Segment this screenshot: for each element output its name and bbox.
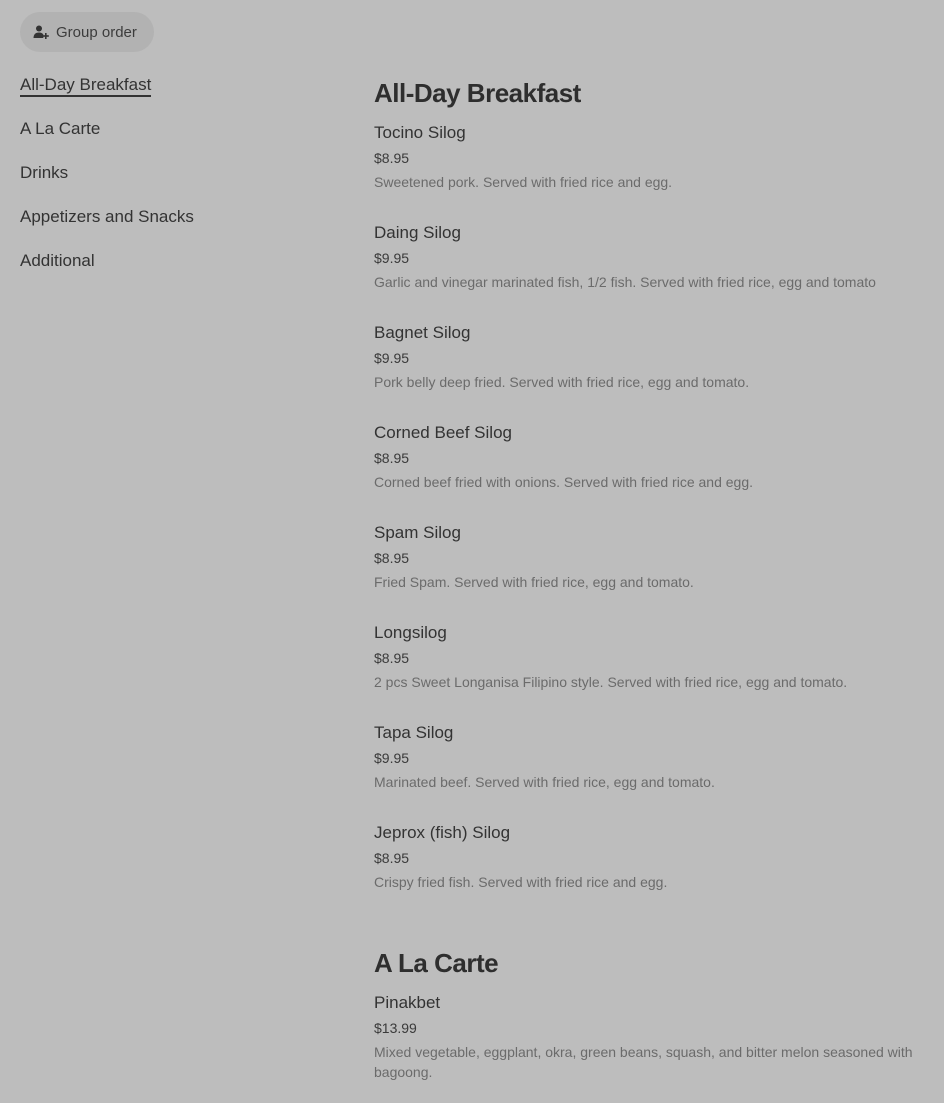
- menu-item-name: Pinakbet: [374, 993, 441, 1012]
- menu-item-description: Marinated beef. Served with fried rice, egg and tomato.: [374, 774, 715, 790]
- sidebar-item-label: Appetizers and Snacks: [20, 207, 194, 226]
- menu-item-name: Tapa Silog: [374, 723, 454, 742]
- menu-section-a-la-carte: [374, 944, 930, 1082]
- menu-item[interactable]: [374, 414, 930, 514]
- sidebar-item-all-day-breakfast[interactable]: [20, 72, 340, 116]
- sidebar-item-additional[interactable]: [20, 248, 340, 292]
- menu-item-description: 2 pcs Sweet Longanisa Filipino style. Served with fried rice, egg and tomato.: [374, 674, 848, 690]
- menu-item[interactable]: [374, 514, 930, 614]
- group-order-button[interactable]: [20, 12, 154, 52]
- sidebar-item-drinks[interactable]: [20, 160, 340, 204]
- sidebar-item-label: A La Carte: [20, 119, 101, 138]
- menu-item-name: Longsilog: [374, 623, 447, 642]
- menu-item-price: $8.95: [374, 550, 410, 566]
- menu-item-description: Sweetened pork. Served with fried rice and egg.: [374, 174, 673, 190]
- menu-item-description: Corned beef fried with onions. Served with fried rice and egg.: [374, 474, 753, 490]
- sidebar-item-label: Additional: [20, 251, 95, 270]
- menu-item[interactable]: [374, 114, 930, 214]
- menu-item-name: Jeprox (fish) Silog: [374, 823, 511, 842]
- section-title: All-Day Breakfast: [374, 78, 581, 108]
- sidebar-item-appetizers-and-snacks[interactable]: [20, 204, 340, 248]
- menu-item[interactable]: [374, 614, 930, 714]
- menu-item-price: $8.95: [374, 450, 410, 466]
- menu-item[interactable]: [374, 714, 930, 814]
- menu-item-price: $9.95: [374, 750, 410, 766]
- menu-item-price: $9.95: [374, 250, 410, 266]
- group-order-label: Group order: [56, 23, 137, 41]
- menu-item-description: Mixed vegetable, eggplant, okra, green beans, squash, and bitter melon seasoned with bagoong.: [374, 1044, 913, 1080]
- sidebar-item-a-la-carte[interactable]: [20, 116, 340, 160]
- menu-item-description: Garlic and vinegar marinated fish, 1/2 fish. Served with fried rice, egg and tomato: [374, 274, 876, 290]
- section-title: A La Carte: [374, 948, 499, 978]
- menu-item-description: Pork belly deep fried. Served with fried rice, egg and tomato.: [374, 374, 750, 390]
- menu-item-price: $13.99: [374, 1020, 417, 1036]
- menu-item-name: Tocino Silog: [374, 123, 466, 142]
- menu-item-name: Spam Silog: [374, 523, 461, 542]
- menu-item-price: $8.95: [374, 650, 410, 666]
- menu-item-name: Corned Beef Silog: [374, 423, 512, 442]
- menu-item-description: Fried Spam. Served with fried rice, egg and tomato.: [374, 574, 694, 590]
- add-person-icon: [32, 23, 50, 41]
- menu-item-price: $8.95: [374, 150, 410, 166]
- sidebar-item-label: Drinks: [20, 163, 69, 182]
- menu-item-description: Crispy fried fish. Served with fried rice and egg.: [374, 874, 668, 890]
- menu-section-all-day-breakfast: [374, 74, 930, 914]
- menu-content: [374, 72, 930, 1082]
- menu-item-price: $8.95: [374, 850, 410, 866]
- menu-item[interactable]: [374, 314, 930, 414]
- menu-item-name: Bagnet Silog: [374, 323, 471, 342]
- menu-item[interactable]: [374, 214, 930, 314]
- category-sidebar: [20, 72, 340, 292]
- sidebar-item-label: All-Day Breakfast: [20, 75, 151, 97]
- menu-item[interactable]: [374, 984, 930, 1082]
- menu-item[interactable]: [374, 814, 930, 914]
- menu-item-name: Daing Silog: [374, 223, 461, 242]
- menu-item-price: $9.95: [374, 350, 410, 366]
